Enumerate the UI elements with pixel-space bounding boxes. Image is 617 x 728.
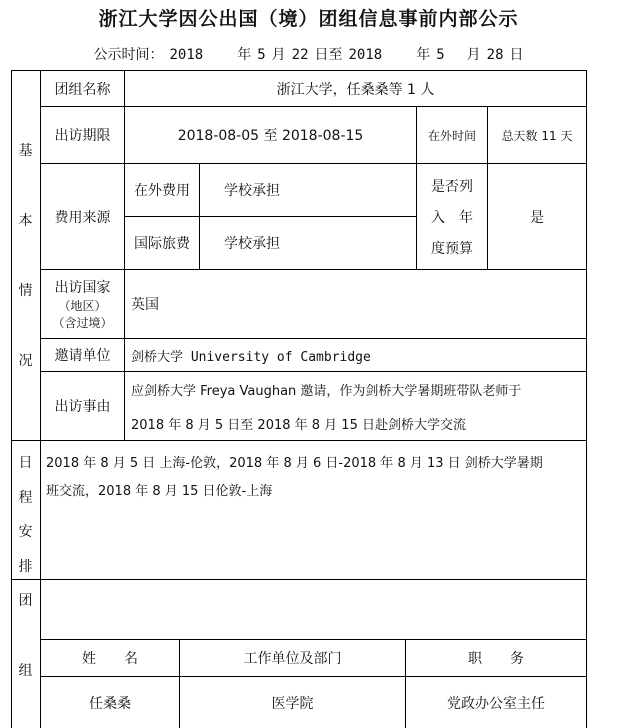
publication-time — [0, 44, 617, 64]
purpose-line: 2018 年 8 月 5 日至 2018 年 8 月 15 日赴剑桥大学交流 — [131, 417, 466, 433]
section-char: 排 — [18, 558, 33, 575]
country-label-line: 出访国家 — [54, 280, 111, 296]
abroad-time-value: 总天数 11 天 — [501, 128, 573, 143]
section-char: 情 — [18, 283, 33, 299]
travel-cost-value: 学校承担 — [224, 236, 280, 252]
country-label — [41, 270, 124, 338]
pubtime-ri-zhi: 日至 — [314, 47, 343, 63]
budget-label — [417, 164, 487, 269]
pubtime-nian: 年 — [237, 47, 252, 63]
pubtime-nian-2: 年 — [416, 47, 431, 63]
pubtime-ri: 日 — [509, 47, 524, 63]
section-char: 程 — [18, 489, 33, 506]
pubtime-start-day: 22 — [291, 47, 309, 63]
pubtime-start-month: 5 — [257, 47, 266, 63]
pubtime-end-month: 5 — [436, 47, 445, 63]
member-header-name: 姓 名 — [82, 651, 138, 667]
group-name-label: 团组名称 — [54, 81, 111, 98]
pubtime-label: 公示时间： — [93, 47, 164, 63]
pubtime-yue-2: 月 — [466, 47, 481, 63]
schedule-text — [46, 450, 582, 506]
member-header-unit: 工作单位及部门 — [243, 651, 342, 667]
period-value: 2018-08-05 至 2018-08-15 — [177, 128, 364, 144]
member-name: 任桑桑 — [89, 695, 131, 712]
abroad-cost-value: 学校承担 — [224, 183, 280, 199]
member-header-position: 职 务 — [468, 651, 524, 667]
section-char: 组 — [18, 663, 33, 679]
section-char: 况 — [18, 353, 33, 369]
member-position: 党政办公室主任 — [447, 695, 545, 712]
abroad-time-label: 在外时间 — [427, 128, 476, 143]
section-char: 安 — [18, 524, 33, 541]
budget-label-line: 是否列 — [431, 178, 473, 195]
budget-value: 是 — [530, 209, 544, 226]
section-char: 基 — [18, 143, 33, 159]
budget-label-line: 入 年 — [431, 209, 473, 226]
pubtime-end-day: 28 — [486, 47, 504, 63]
member-unit: 医学院 — [271, 695, 314, 712]
inviter-value: 剑桥大学 University of Cambridge — [131, 349, 371, 365]
period-label: 出访期限 — [54, 128, 111, 144]
document-title: 浙江大学因公出国（境）团组信息事前内部公示 — [98, 8, 519, 30]
section-char: 团 — [18, 593, 33, 609]
schedule-line: 班交流，2018 年 8 月 15 日伦敦-上海 — [46, 484, 273, 499]
funding-label: 费用来源 — [54, 209, 111, 226]
travel-cost-label: 国际旅费 — [134, 236, 190, 252]
section-label-schedule — [11, 452, 40, 576]
schedule-line: 2018 年 8 月 5 日 上海-伦敦，2018 年 8 月 6 日-2018 年 8 月 13 日 剑桥大学暑期 — [46, 456, 543, 471]
country-value: 英国 — [131, 297, 159, 313]
budget-label-line: 度预算 — [431, 240, 473, 257]
pubtime-yue: 月 — [271, 47, 286, 63]
section-char: 日 — [18, 455, 33, 471]
country-label-line: （含过境） — [52, 316, 113, 330]
inviter-label: 邀请单位 — [54, 348, 111, 364]
abroad-cost-label: 在外费用 — [134, 183, 190, 199]
section-label-basic — [11, 140, 40, 370]
section-char: 本 — [18, 213, 33, 229]
purpose-value — [125, 372, 586, 440]
purpose-line: 应剑桥大学 Freya Vaughan 邀请，作为剑桥大学暑期班带队老师于 — [131, 383, 522, 399]
purpose-label: 出访事由 — [54, 399, 111, 415]
section-label-group — [11, 590, 40, 680]
group-name-value: 浙江大学，任桑桑等 1 人 — [276, 81, 435, 98]
pubtime-start-year: 2018 — [169, 47, 204, 63]
country-label-line: （地区） — [58, 299, 107, 313]
pubtime-end-year: 2018 — [348, 47, 383, 63]
